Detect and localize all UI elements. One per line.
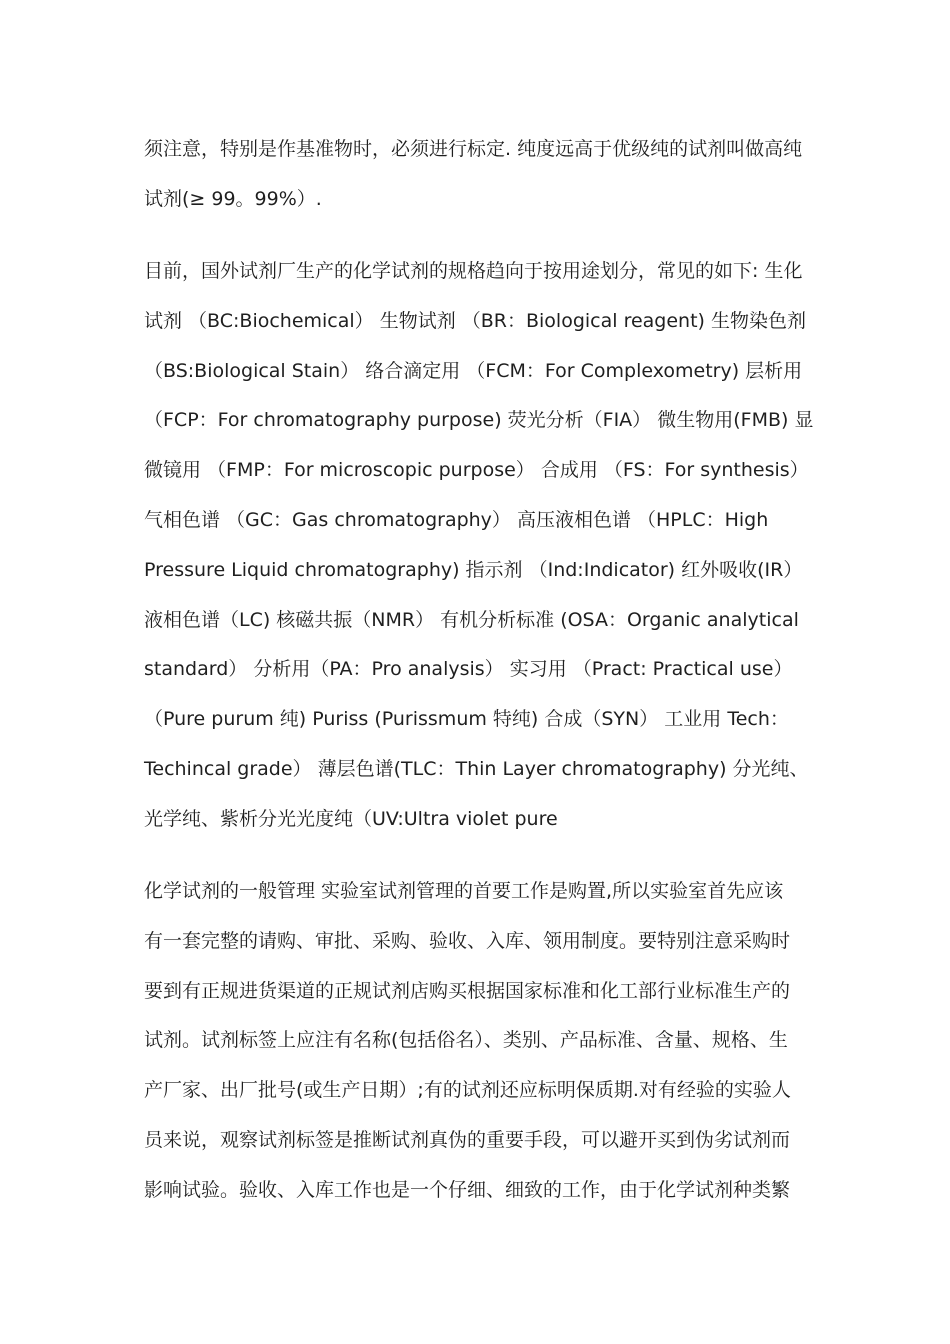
text-line: （Pure purum 纯) Puriss (Purissmum 特纯) 合成（SYN） 工业用 Tech： bbox=[144, 708, 789, 731]
text-line: 光学纯、紫析分光光度纯（UV:Ultra violet pure bbox=[144, 807, 558, 830]
text-line: 要到有正规进货渠道的正规试剂店购买根据国家标准和化工部行业标准生产的 bbox=[144, 979, 791, 1002]
text-line: 试剂。试剂标签上应注有名称(包括俗名）、类别、产品标准、含量、规格、生 bbox=[144, 1029, 788, 1052]
text-line: 气相色谱 （GC：Gas chromatography） 高压液相色谱 （HPLC：High bbox=[144, 508, 769, 531]
text-line: 试剂 （BC:Biochemical） 生物试剂 （BR：Biological reagent) 生物染色剂 bbox=[144, 309, 807, 332]
text-line: 产厂家、出厂批号(或生产日期）;有的试剂还应标明保质期.对有经验的实验人 bbox=[144, 1079, 791, 1102]
text-line: standard） 分析用（PA：Pro analysis） 实习用 （Pract: Practical use） bbox=[144, 658, 793, 681]
text-line: Pressure Liquid chromatography) 指示剂 （Ind:Indicator) 红外吸收(IR） bbox=[144, 558, 803, 581]
text-line: 微镜用 （FMP：For microscopic purpose） 合成用 （FS：For synthesis） bbox=[144, 459, 809, 482]
text-line: 有一套完整的请购、审批、采购、验收、入库、领用制度。要特别注意采购时 bbox=[144, 929, 791, 952]
paragraph-high-purity bbox=[144, 125, 810, 225]
paragraph-reagent-management bbox=[144, 867, 810, 1216]
text-line: 影响试验。验收、入库工作也是一个仔细、细致的工作，由于化学试剂种类繁 bbox=[144, 1178, 791, 1201]
text-line: （BS:Biological Stain） 络合滴定用 （FCM：For Complexometry) 层析用 bbox=[144, 359, 803, 382]
text-line: 目前，国外试剂厂生产的化学试剂的规格趋向于按用途划分，常见的如下: 生化 bbox=[144, 260, 803, 282]
text-line: （FCP：For chromatography purpose) 荧光分析（FIA） 微生物用(FMB) 显 bbox=[144, 409, 814, 432]
text-line: 化学试剂的一般管理 实验室试剂管理的首要工作是购置,所以实验室首先应该 bbox=[144, 880, 784, 902]
text-line: 员来说，观察试剂标签是推断试剂真伪的重要手段，可以避开买到伪劣试剂而 bbox=[144, 1128, 791, 1151]
text-line: Techincal grade） 薄层色谱(TLC：Thin Layer chromatography) 分光纯、 bbox=[144, 757, 809, 780]
text-line: 液相色谱（LC) 核磁共振（NMR） 有机分析标准 (OSA：Organic analytical bbox=[144, 608, 799, 631]
paragraph-reagent-grades bbox=[144, 247, 814, 845]
text-line: 须注意，特别是作基准物时，必须进行标定. 纯度远高于优级纯的试剂叫做高纯 bbox=[144, 138, 803, 160]
text-line: 试剂(≥ 99。99%）. bbox=[144, 187, 322, 210]
